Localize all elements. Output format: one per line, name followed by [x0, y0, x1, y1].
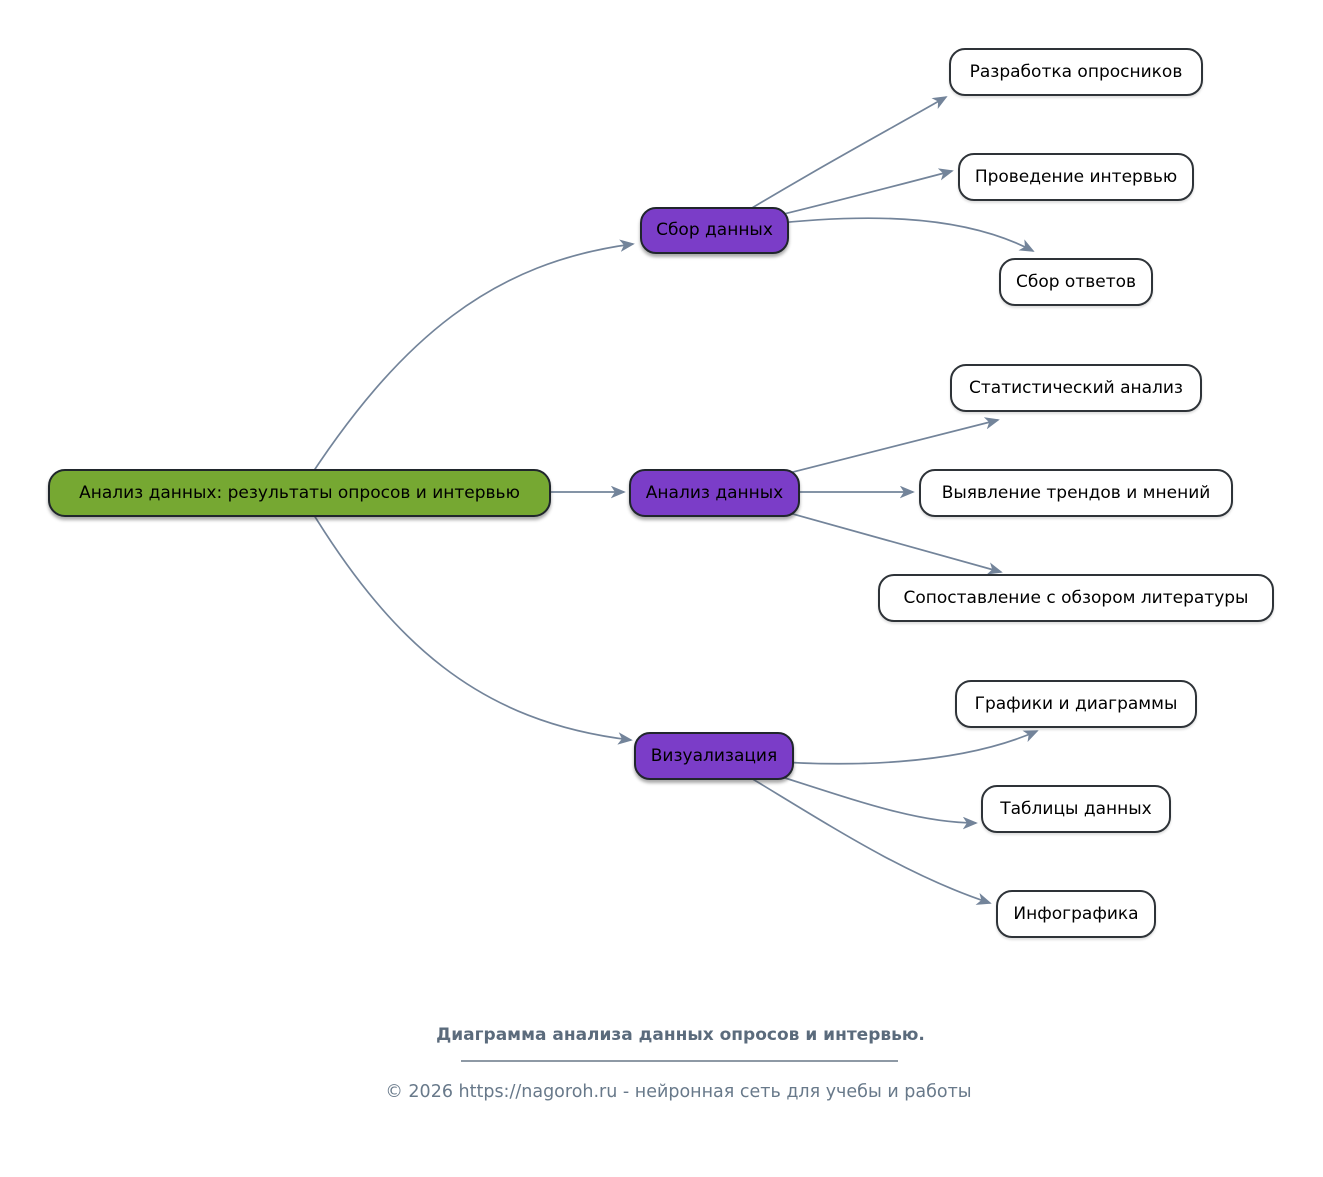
branch-data-analysis: Анализ данных [629, 469, 800, 517]
leaf-charts-diagrams: Графики и диаграммы [955, 680, 1197, 728]
branch-data-collection: Сбор данных [640, 207, 789, 254]
footer-divider [461, 1060, 898, 1062]
leaf-questionnaire-development: Разработка опросников [949, 48, 1203, 96]
leaf-interviewing: Проведение интервью [958, 153, 1194, 201]
leaf-statistical-analysis: Статистический анализ [950, 364, 1202, 412]
leaf-infographics: Инфографика [996, 890, 1156, 938]
root-node: Анализ данных: результаты опросов и интервью [48, 469, 551, 517]
leaf-data-tables: Таблицы данных [981, 785, 1171, 833]
edge-root-to-visualization [300, 492, 631, 740]
edge-root-to-data-collection [300, 244, 633, 492]
copyright-text: © 2026 https://nagoroh.ru - нейронная сеть для учебы и работы [385, 1082, 972, 1102]
leaf-trends-opinions: Выявление трендов и мнений [919, 469, 1233, 517]
diagram-caption: Диаграмма анализа данных опросов и интервью. [436, 1025, 925, 1045]
leaf-literature-comparison: Сопоставление с обзором литературы [878, 574, 1274, 622]
leaf-answers-collection: Сбор ответов [999, 258, 1153, 306]
branch-visualization: Визуализация [634, 732, 794, 780]
